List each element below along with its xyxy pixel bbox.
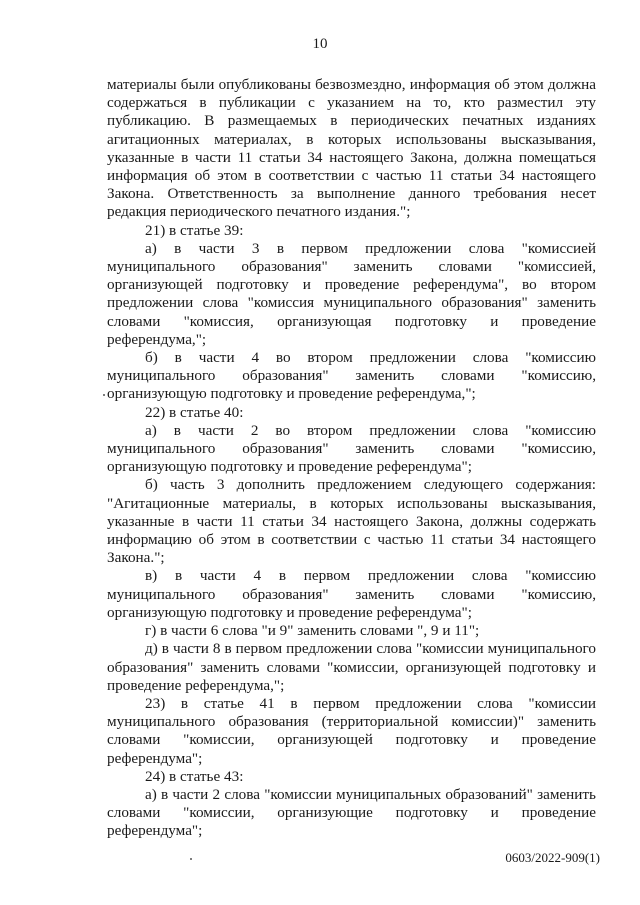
paragraph: 21) в статье 39:	[145, 221, 244, 239]
document-body	[107, 76, 596, 841]
paragraph: г) в части 6 слова "и 9" заменить словами ", 9 и 11";	[145, 622, 480, 640]
paragraph: а) в части 2 во втором предложении слова "комиссию муниципального образования" заменить словами "комиссию, организующую подготовку и проведение референдума";	[107, 421, 596, 476]
paragraph: в) в части 4 в первом предложении слова "комиссию муниципального образования" заменить словами "комиссию, организующую подготовку и проведение референдума";	[107, 567, 596, 621]
paragraph: 24) в статье 43:	[145, 767, 244, 785]
paragraph: а) в части 3 в первом предложении слова "комиссией муниципального образования" заменить словами "комиссией, организующей подготовку и проведение референдума", во втором предложении слова "комиссия муниципального образования" заменить словами "комиссия, организующая подготовку и проведение референдума,";	[107, 239, 596, 348]
paragraph: 23) в статье 41 в первом предложении слова "комиссии муниципального образования (территориальной комиссии)" заменить словами "комиссии, организующей подготовку и проведение референдума";	[107, 694, 596, 767]
scan-speck	[190, 858, 192, 860]
paragraph: б) часть 3 дополнить предложением следующего содержания: "Агитационные материалы, в которых использованы высказывания, указанные в части 11 статьи 34 настоящего Закона, должны содержать информацию об этом в соответствии с частью 11 статьи 34 настоящего Закона.";	[107, 476, 596, 567]
document-code: 0603/2022-909(1)	[505, 850, 600, 865]
paragraph: материалы были опубликованы безвозмездно, информация об этом должна содержаться в публикации с указанием на то, кто разместил эту публикацию. В размещаемых в периодических печатных изданиях агитационных материалах, в которых использованы высказывания, указанные в части 11 статьи 34 настоящего Закона, должна помещаться информация об этом в соответствии с частью 11 статьи 34 настоящего Закона. Ответственность за выполнение данного требования несет редакция периодического печатного издания.";	[107, 76, 596, 221]
scan-speck	[103, 394, 105, 396]
paragraph: 22) в статье 40:	[145, 403, 244, 421]
paragraph: д) в части 8 в первом предложении слова "комиссии муниципального образования" заменить словами "комиссии, организующей подготовку и проведение референдума,";	[107, 640, 596, 694]
page-number: 10	[312, 36, 328, 52]
paragraph: б) в части 4 во втором предложении слова "комиссию муниципального образования" заменить словами "комиссию, организующую подготовку и проведение референдума,";	[107, 349, 596, 403]
paragraph: а) в части 2 слова "комиссии муниципальных образований" заменить словами "комиссии, организующие подготовку и проведение референдума";	[107, 785, 596, 840]
